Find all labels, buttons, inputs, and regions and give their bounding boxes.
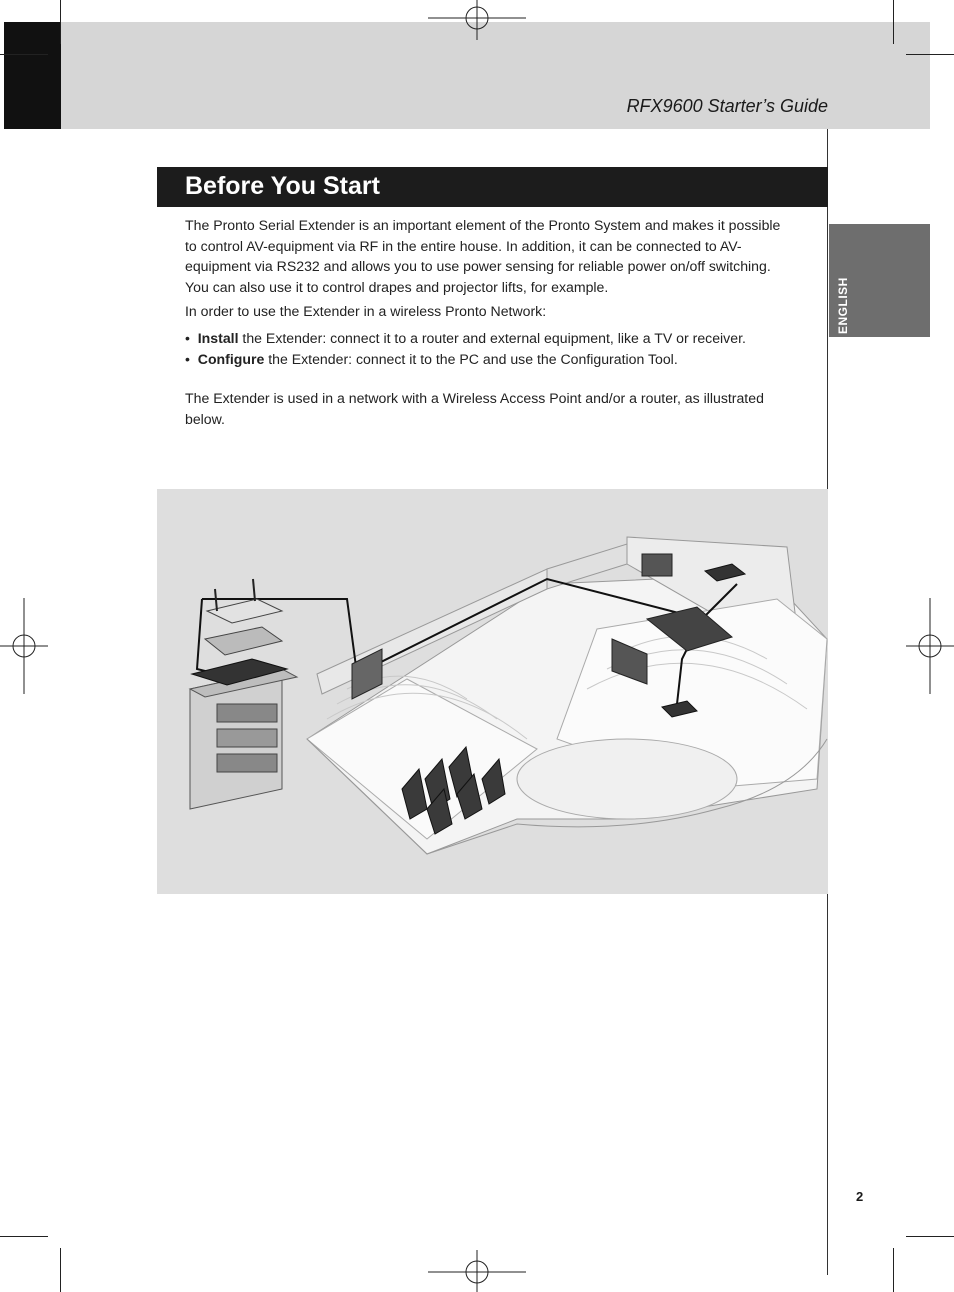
registration-mark-bottom [428, 1250, 526, 1292]
crop-mark [60, 1248, 61, 1292]
crop-mark [906, 1236, 954, 1237]
bullet-list [185, 328, 791, 369]
bullet-term: Install [197, 330, 239, 346]
guide-title: RFX9600 Starter’s Guide [626, 96, 828, 116]
illustration-intro-paragraph: The Extender is used in a network with a Wireless Access Point and/or a router, as illustrated below. [185, 390, 764, 427]
header-black-block [4, 22, 61, 129]
crop-mark [893, 0, 894, 44]
bullet-text: the Extender: connect it to a router and external equipment, like a TV or receiver. [238, 330, 746, 346]
language-tab-label: ENGLISH [836, 277, 850, 334]
page-number: 2 [856, 1189, 864, 1204]
list-item: • Configure the Extender: connect it to the PC and use the Configuration Tool. [185, 350, 678, 367]
section-title: Before You Start [185, 172, 380, 200]
crop-mark [0, 54, 48, 55]
registration-mark-top [428, 0, 526, 40]
crop-mark [893, 1248, 894, 1292]
registration-mark-right [906, 598, 954, 694]
crop-mark [60, 0, 61, 44]
crop-mark [906, 54, 954, 55]
bullet-term: Configure [197, 350, 265, 367]
house-cutaway-drawing [157, 489, 828, 894]
registration-mark-left [0, 598, 48, 694]
intro-paragraph: The Pronto Serial Extender is an important element of the Pronto System and makes it possible to control AV-equipment via RF in the entire house. In addition, it can be connected to AV-equipment via RS232 and allows you to use power sensing for reliable power on/off switching. You can also use it to control drapes and projector lifts, for example. [185, 217, 781, 295]
crop-mark [0, 1236, 48, 1237]
network-paragraph: In order to use the Extender in a wireless Pronto Network: [185, 303, 547, 319]
house-network-illustration [157, 489, 828, 894]
bullet-text: the Extender: connect it to the PC and use the Configuration Tool. [264, 350, 678, 367]
list-item: • Install the Extender: connect it to a router and external equipment, like a TV or receiver. [185, 330, 746, 346]
